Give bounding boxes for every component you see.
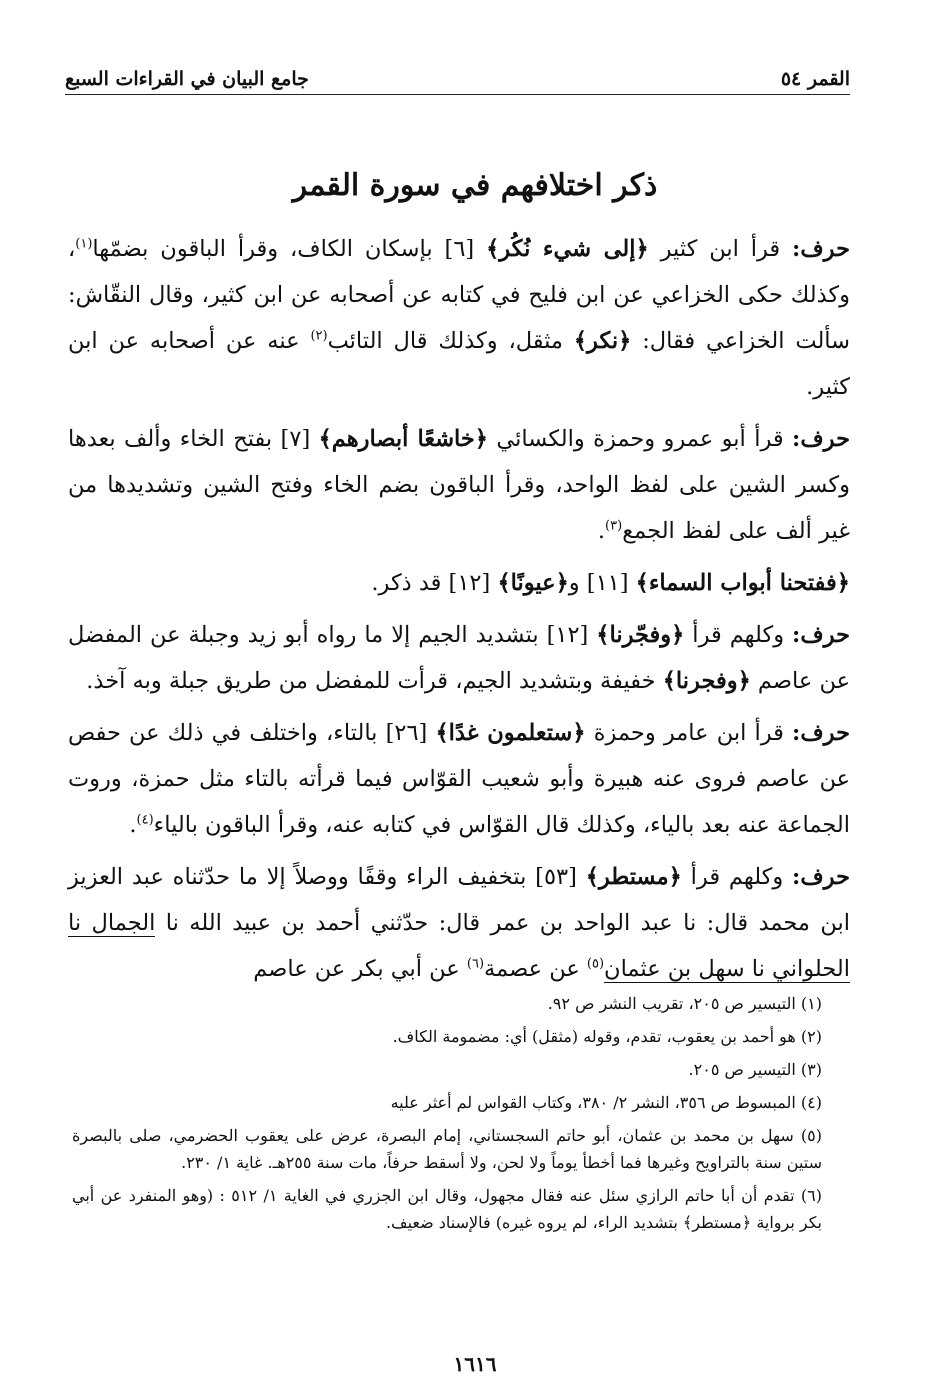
quran-word: ﴿خاشعًا أبصارهم﴾ [318, 426, 488, 452]
text-run: [٢٦] بالتاء، واختلف في ذلك عن حفص عن عاصم فروى عنه هبيرة وأبو شعيب القوّاس فيما قرأته بالتاء مثل حمزة، وروت الجماعة عنه بعد بالياء، وكذلك قال القوّاس في كتابه عنه، وقرأ الباقون بالياء [68, 720, 850, 838]
footnotes [72, 990, 822, 1242]
text-run: . [597, 518, 606, 544]
quran-word: ﴿عيونًا﴾ [497, 570, 569, 596]
header-book-title: جامع البيان في القراءات السبع [65, 68, 309, 90]
quran-word: ﴿مستطر﴾ [585, 864, 682, 890]
footnote: (٥) سهل بن محمد بن عثمان، أبو حاتم السجستاني، إمام البصرة، عرض على يعقوب الحضرمي، صلى بالبصرة ستين سنة بالتراويح وغيرها فما أخطأ يوماً ولا لحن، ولا أسقط حرفاً، مات سنة ٢٥٥هـ. غاية ١/ ٢٣٠. [72, 1126, 822, 1172]
section-title: ذكر اختلافهم في سورة القمر [292, 168, 658, 203]
quran-word: ﴿وفجرنا﴾ [662, 668, 751, 694]
quran-word: ﴿ففتحنا أبواب السماء﴾ [635, 570, 850, 596]
paragraph [68, 612, 850, 704]
footnote: (١) التيسير ص ٢٠٥، تقريب النشر ص ٩٢. [547, 994, 822, 1013]
header-surah: القمر ٥٤ [780, 68, 850, 90]
paragraph [68, 226, 850, 410]
text-run: عن أبي بكر عن عاصم [253, 956, 467, 982]
text-run: [١٢] قد ذكر. [371, 570, 498, 596]
paragraph-label: حرف: [792, 622, 850, 648]
paragraph-label: حرف: [792, 236, 850, 262]
text-run: عنه عن أصحابه عن ابن كثير. [68, 328, 850, 400]
text-run: ، وكذلك حكى الخزاعي عن ابن فليح في كتابه عن أصحابه عن ابن كثير، وقال النقّاش: سألت الخزاعي فقال: [68, 236, 851, 354]
text-run: . [129, 812, 137, 838]
paragraph-label: حرف: [792, 426, 850, 452]
quran-word: ﴿ستعلمون غدًا﴾ [435, 720, 586, 746]
text-run: [١١] و [568, 570, 636, 596]
footnote-ref: (٣) [605, 518, 623, 534]
paragraph-label: حرف: [792, 864, 850, 890]
text-run: مثقل، وكذلك قال التائب [327, 328, 574, 354]
text-run: [٧] بفتح الخاء وألف بعدها وكسر الشين على لفظ الواحد، وقرأ الباقون بضم الخاء وفتح الشين وتشديدها من غير ألف على لفظ الجمع [68, 426, 850, 544]
text-run: [٦] بإسكان الكاف، وقرأ الباقون بضمّها [92, 236, 487, 262]
paragraph-label: حرف: [792, 720, 850, 746]
text-run: قرأ أبو عمرو وحمزة والكسائي [488, 426, 793, 452]
footnote-ref: (٥) [586, 956, 605, 972]
text-run: وكلهم قرأ [681, 864, 793, 890]
footnote: (٤) المبسوط ص ٣٥٦، النشر ٢/ ٣٨٠، وكتاب القواس لم أعثر عليه [390, 1093, 822, 1112]
footnote-ref: (٢) [310, 328, 328, 344]
footnote-ref: (٦) [466, 956, 485, 972]
paragraph [68, 416, 850, 554]
text-run: قرأ ابن عامر وحمزة [585, 720, 793, 746]
quran-word: ﴿إلى شيء نُكُر﴾ [486, 236, 649, 262]
paragraph [68, 560, 850, 606]
footnote-ref: (٤) [136, 812, 154, 828]
quran-word: ﴿وفجّرنا﴾ [596, 622, 685, 648]
text-run: خفيفة وبتشديد الجيم، قرأت للمفضل من طريق جبلة وبه آخذ. [86, 668, 663, 694]
page-number: ١٦١٦ [453, 1352, 497, 1376]
text-run: وكلهم قرأ [684, 622, 793, 648]
running-header [65, 56, 850, 95]
paragraph [68, 710, 850, 848]
footnote: (٣) التيسير ص ٢٠٥. [688, 1060, 822, 1079]
text-run: قرأ ابن كثير [648, 236, 793, 262]
text-run: عن عصمة [484, 956, 587, 982]
underlined-text: الجمال نا الحلواني نا سهل بن عثمان [68, 910, 850, 982]
footnote: (٦) تقدم أن أبا حاتم الرازي سئل عنه فقال مجهول، وقال ابن الجزري في الغاية ١/ ٥١٢ : (وهو المنفرد عن أبي بكر برواية ﴿مستطر﴾ بتشديد الراء، لم يروه غيره) فالإسناد ضعيف. [72, 1186, 823, 1232]
quran-word: ﴿نكر﴾ [573, 328, 632, 354]
footnote: (٢) هو أحمد بن يعقوب، تقدم، وقوله (مثقل) أي: مضمومة الكاف. [392, 1027, 822, 1046]
footnote-ref: (١) [75, 236, 93, 252]
text-run: [٥٣] بتخفيف الراء وقفًا ووصلاً إلا ما حدّثناه عبد العزيز ابن محمد قال: نا عبد الواحد بن عمر قال: حدّثني أحمد بن عبيد الله نا [68, 864, 850, 936]
text-run: [١٢] بتشديد الجيم إلا ما رواه أبو زيد وجبلة عن المفضل عن عاصم [68, 622, 850, 694]
main-text [68, 222, 850, 998]
paragraph [68, 854, 850, 992]
